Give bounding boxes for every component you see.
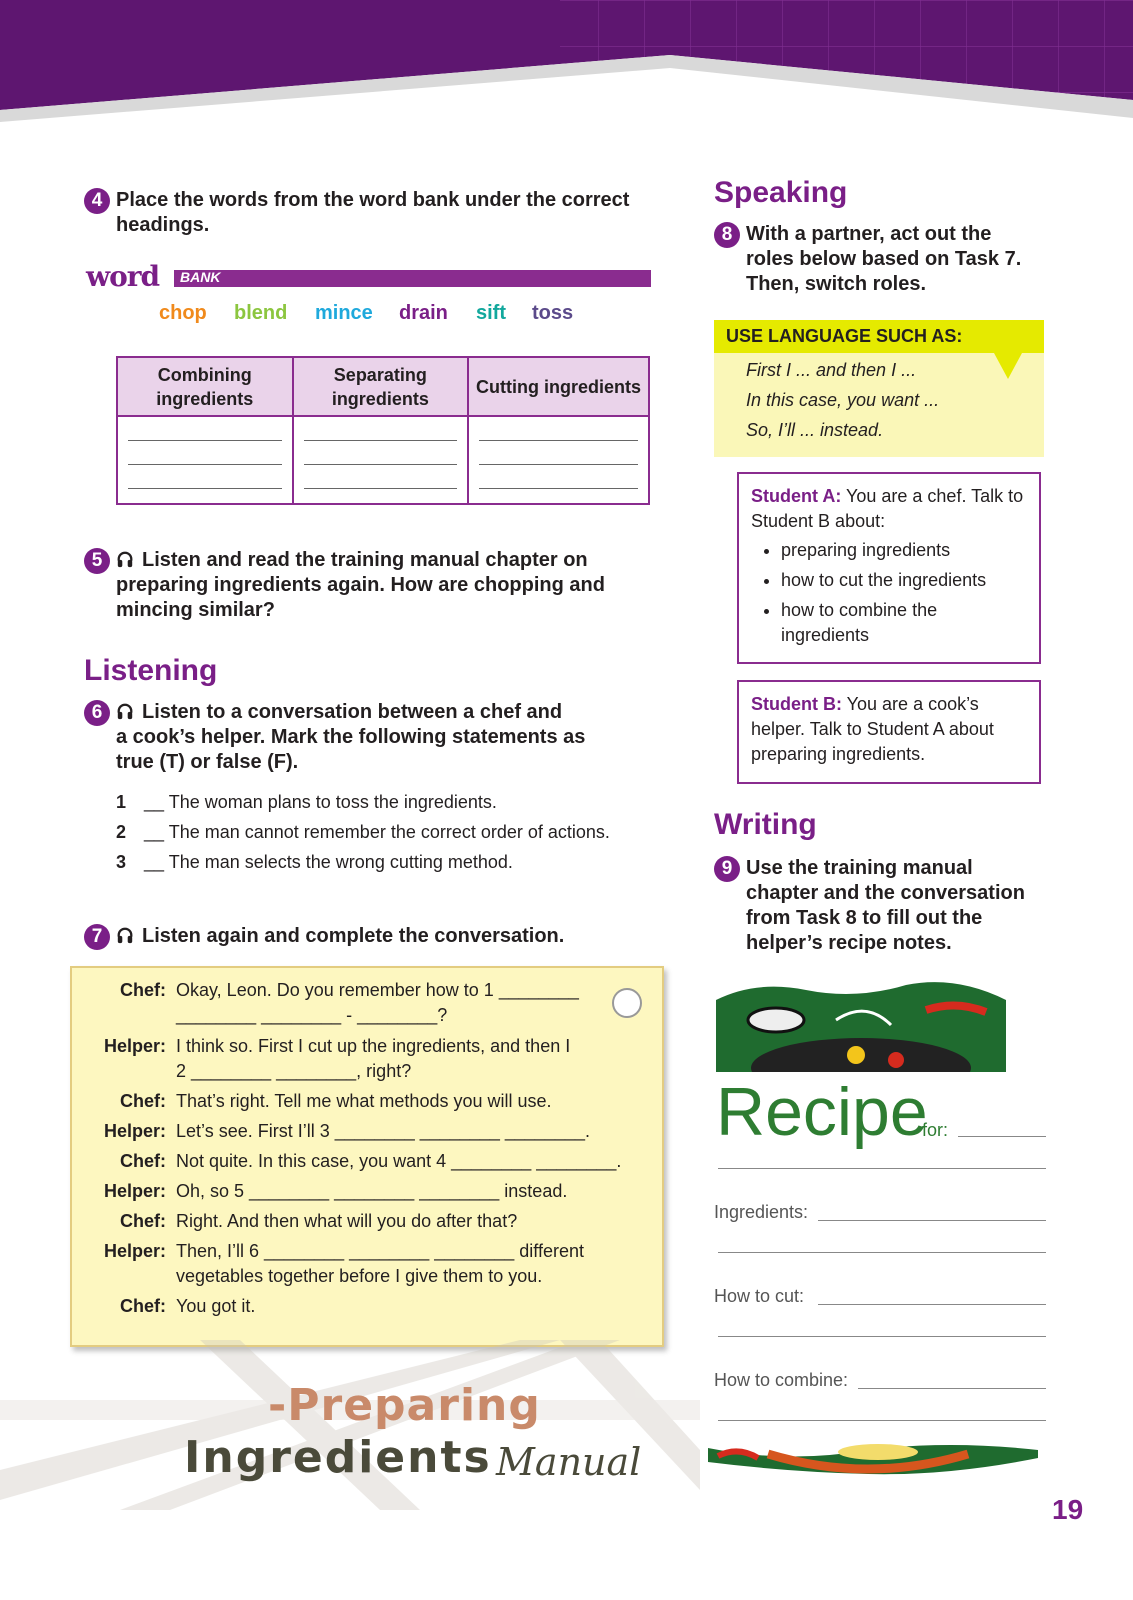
header-combining: Combining ingredients: [117, 357, 293, 416]
recipe-for-line[interactable]: [958, 1136, 1046, 1137]
dialogue-line-9: Chef: You got it.: [120, 1296, 256, 1316]
note-pin-hole: [612, 988, 642, 1018]
task-5-instruction: 5 Listen and read the training manual chapter on preparing ingredients again. How are chopping and mincing similar?: [84, 548, 684, 626]
dialogue-line-2: Helper: I think so. First I cut up the ingredients, and then I 2 ________ ________, right?: [103, 1036, 571, 1081]
manual-logo-line3: Manual: [496, 1440, 642, 1484]
header-cutting: Cutting ingredients: [468, 357, 649, 416]
word-drain: drain: [399, 302, 448, 324]
phrase-2: In this case, you want ...: [746, 390, 940, 410]
conversation-note: [70, 966, 664, 1347]
headphones-icon: [116, 702, 134, 720]
dialogue-line-7: Chef: Right. And then what will you do after that?: [120, 1211, 518, 1231]
task-number: 6: [84, 700, 110, 726]
student-b-card: Student B: You are a cook’s helper. Talk to Student A about preparing ingredients.: [737, 680, 1041, 784]
language-heading: USE LANGUAGE SUCH AS:: [714, 320, 1044, 353]
tf-blank[interactable]: __: [144, 792, 165, 812]
how-to-cut-line-2[interactable]: [718, 1336, 1046, 1337]
dialogue-line-1: Chef: Okay, Leon. Do you remember how to 1 ________ ________ ________ - ________?: [120, 980, 579, 1025]
speech-tail-icon: [994, 353, 1022, 381]
headphones-icon: [116, 550, 134, 568]
task-number: 4: [84, 188, 110, 214]
header-separating: Separating ingredients: [293, 357, 469, 416]
task-9-instruction: 9 Use the training manual chapter and the conversation from Task 8 to fill out the helper’s recipe notes.: [714, 856, 1114, 956]
word-bank-bar: [174, 270, 651, 287]
instruction-line: Place the words from the word bank under the correct: [116, 189, 630, 211]
word-toss: toss: [532, 302, 574, 324]
phrase-1: First I ... and then I ...: [746, 360, 917, 380]
section-title-speaking: Speaking: [714, 176, 848, 209]
recipe-title: Recipe: [716, 1074, 928, 1150]
word-bank-label: BANK: [180, 269, 221, 285]
task-8-instruction: 8 With a partner, act out the roles below based on Task 7. Then, switch roles.: [714, 222, 1114, 300]
word-blend: blend: [234, 302, 288, 324]
recipe-line[interactable]: [718, 1168, 1046, 1169]
section-title-listening: Listening: [84, 654, 218, 687]
word-bank-header: [86, 260, 651, 296]
statement-2: 2 __ The man cannot remember the correct order of actions.: [116, 822, 610, 842]
field-how-to-combine-label: How to combine:: [714, 1370, 849, 1390]
how-to-cut-line[interactable]: [818, 1304, 1046, 1305]
how-to-combine-line-2[interactable]: [718, 1420, 1046, 1421]
task-4-instruction: [84, 188, 664, 240]
task-7-instruction: 7 Listen again and complete the conversation.: [84, 924, 684, 950]
section-title-writing: Writing: [714, 808, 817, 841]
field-ingredients-label: Ingredients:: [714, 1202, 809, 1222]
dialogue-line-8: Helper: Then, I’ll 6 ________ ________ ________ different vegetables together before I give them to you.: [103, 1241, 585, 1286]
task-number: 9: [714, 856, 740, 882]
ingredients-table: [116, 356, 650, 505]
dialogue-line-5: Chef: Not quite. In this case, you want 4 ________ ________.: [120, 1151, 622, 1171]
dialogue-line-3: Chef: That’s right. Tell me what methods you will use.: [120, 1091, 552, 1111]
task-number: 7: [84, 924, 110, 950]
answer-cell-cutting[interactable]: [468, 416, 649, 504]
student-a-card: Student A: You are a chef. Talk to Student B about: • preparing ingredients • how to cut the ingredients • how to combine the ingredients: [737, 472, 1041, 664]
ingredients-line-2[interactable]: [718, 1252, 1046, 1253]
word-chop: chop: [159, 302, 207, 324]
task-6-instruction: 6 Listen to a conversation between a chef and a cook’s helper. Mark the following statements as true (T) or false (F).: [84, 700, 684, 778]
answer-cell-combining[interactable]: [117, 416, 293, 504]
phrase-3: So, I’ll ... instead.: [746, 420, 884, 440]
student-a-bullets: • preparing ingredients • how to cut the ingredients • how to combine the ingredients: [751, 538, 1027, 648]
language-box: [714, 320, 1044, 457]
field-how-to-cut-label: How to cut:: [714, 1286, 805, 1306]
recipe-for-label: for:: [922, 1120, 949, 1140]
recipe-illustration-top: [716, 980, 1006, 1072]
statement-3: 3 __ The man selects the wrong cutting method.: [116, 852, 513, 872]
statement-1: 1 __ The woman plans to toss the ingredients.: [116, 792, 497, 812]
word-bank-logo: word: [86, 260, 160, 293]
word-mince: mince: [315, 302, 373, 324]
tf-blank[interactable]: __: [144, 852, 165, 872]
tf-blank[interactable]: __: [144, 822, 165, 842]
dialogue-line-6: Helper: Oh, so 5 ________ ________ ________ instead.: [103, 1181, 568, 1201]
instruction-line: headings.: [116, 214, 210, 236]
ingredients-line[interactable]: [818, 1220, 1046, 1221]
how-to-combine-line[interactable]: [858, 1388, 1046, 1389]
page-number: 19: [1052, 1494, 1084, 1525]
manual-logo-line2: Ingredients: [184, 1432, 492, 1483]
task-number: 8: [714, 222, 740, 248]
dialogue-line-4: Helper: Let’s see. First I’ll 3 ________ ________ ________.: [103, 1121, 590, 1141]
task-number: 5: [84, 548, 110, 574]
answer-cell-separating[interactable]: [293, 416, 469, 504]
manual-logo-line1: -Preparing: [268, 1380, 541, 1431]
headphones-icon: [116, 926, 134, 944]
word-sift: sift: [476, 302, 506, 324]
recipe-illustration-bottom: [708, 1444, 1038, 1484]
header-banner: [0, 0, 1133, 125]
